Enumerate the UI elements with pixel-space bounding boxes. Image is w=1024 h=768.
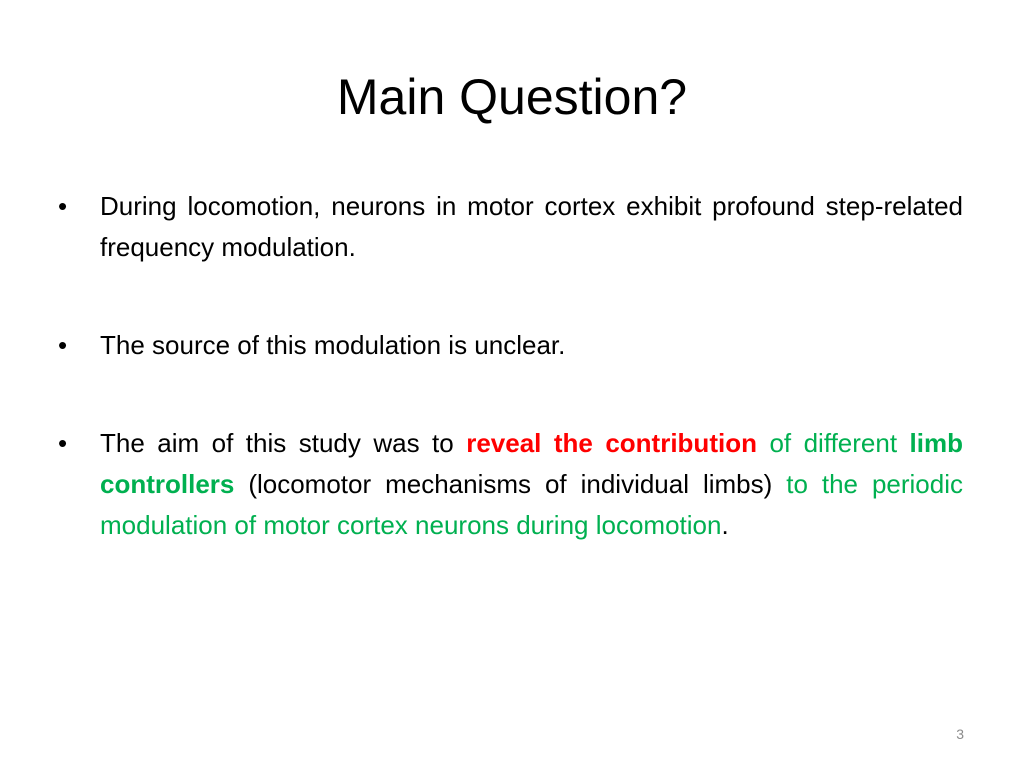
aim-text-plain: The aim of this study was to	[100, 428, 467, 458]
bullet-text-aim	[100, 428, 963, 540]
aim-text-reveal-contribution: reveal the contribution	[466, 428, 757, 458]
slide-title: Main Question?	[336, 69, 688, 125]
bullet-item-locomotion	[58, 186, 963, 268]
aim-text-of-different: of different	[756, 428, 910, 458]
bullet-item-aim	[58, 423, 963, 546]
bullet-text: During locomotion, neurons in motor cortex exhibit profound step-related frequency modulation.	[100, 191, 963, 262]
bullet-list	[58, 186, 963, 603]
aim-text-locomotor-mechanisms: (locomotor mechanisms of individual limbs)	[234, 469, 787, 499]
bullet-dot-icon: •	[58, 428, 68, 458]
aim-text-periodic-modulation: to the periodic modulation of motor cortex neurons during locomotion	[100, 469, 963, 540]
aim-text-period: .	[721, 510, 729, 540]
bullet-dot-icon: •	[58, 191, 68, 221]
aim-text-limb-controllers: limb controllers	[100, 428, 963, 499]
bullet-dot-icon: •	[58, 330, 68, 360]
bullet-item-source	[58, 325, 963, 366]
bullet-text: The source of this modulation is unclear.	[100, 330, 566, 360]
page-number: 3	[956, 726, 964, 742]
